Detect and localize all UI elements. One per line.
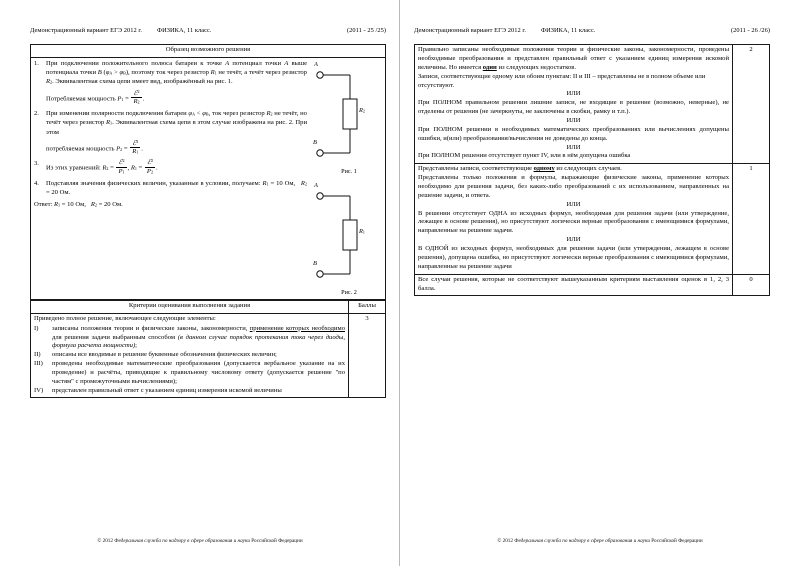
step3-eq2-lhs-sub: 1 xyxy=(134,166,137,172)
criteria-cont-score-2: 2 xyxy=(733,45,770,164)
step1-formula-end: . xyxy=(142,95,145,103)
step2-formula-lhs: P xyxy=(116,145,121,153)
step2-frac-den-sub: 1 xyxy=(136,150,139,156)
criteria-item-iii-marker: III) xyxy=(34,360,43,368)
figure1-resistor-label xyxy=(359,107,365,116)
criteria-item-iv-text: представлен правильный ответ с указанием единиц измерения искомой величины xyxy=(52,386,282,394)
step3-frac1-num-sup: 2 xyxy=(122,158,125,164)
step1-frac-num: ℰ xyxy=(133,89,138,97)
step2-text-a: При изменении полярности подключения батареи xyxy=(46,110,189,118)
cont2-p0-s0: Правильно записаны необходимые положения теории и физические законы, закономерности, проведены необходимые преобразования и представлен правильный ответ с указанием единиц измерения искомой величины. Но имеется xyxy=(418,46,729,71)
step1-text-b: потенциал точки xyxy=(229,59,285,67)
header-variant-right: Демонстрационный вариант ЕГЭ 2012 г. xyxy=(414,27,526,34)
circuit-figure-1 xyxy=(310,61,382,176)
cont2-p0-s1: один xyxy=(482,63,497,71)
solution-steps xyxy=(34,59,307,198)
step2-phi-b-sub: B xyxy=(205,111,209,117)
criteria-header-label: Критерии оценивания выполнения задания xyxy=(31,301,349,314)
step1-text-e: ), поэтому ток через резистор xyxy=(125,69,211,77)
step1-text-f: не течёт, а течёт через резистор xyxy=(216,69,307,77)
step2-text-c: не течёт, но течёт через резистор xyxy=(46,110,307,127)
step1-frac-num-sup: 2 xyxy=(137,88,140,94)
step1-r1-sub: 1 xyxy=(214,70,217,76)
criteria-item-ii xyxy=(34,351,345,360)
figure1-terminal-a-label: A xyxy=(314,60,318,68)
step3-frac2-num-sup: 2 xyxy=(150,158,153,164)
step2-r1: R xyxy=(106,119,111,127)
step1-formula-label: Потребляемая мощность xyxy=(46,95,118,103)
figure2-resistor-letter: R xyxy=(359,228,363,236)
cont1-p0-s1: одному xyxy=(533,165,555,173)
step2-r1-sub: 1 xyxy=(110,121,113,127)
criteria-header-row xyxy=(31,301,386,314)
step1-r2: R xyxy=(46,78,51,86)
cont2-p4-or: ИЛИ xyxy=(566,117,581,124)
footer-copyright-prefix-right: © 2012 xyxy=(497,538,515,544)
step2-fraction xyxy=(130,140,140,155)
step1-frac-den-sub: 2 xyxy=(137,99,140,105)
criteria-continued-table xyxy=(414,44,770,296)
step2-formula-label: потребляемая мощность xyxy=(46,145,117,153)
step1-formula-lhs-sub: 1 xyxy=(121,96,124,102)
step4-res1-val: = 10 Ом, xyxy=(268,179,296,187)
step3-frac1-den-sub: 1 xyxy=(122,169,125,175)
solution-step-3 xyxy=(34,159,307,174)
criteria-item-iii xyxy=(34,360,345,386)
step1-frac-den: R xyxy=(133,97,138,105)
step3-eq2-lhs: R xyxy=(130,164,135,172)
step3-frac2-num: ℰ xyxy=(146,159,151,167)
step2-r2: R xyxy=(266,110,271,118)
criteria-table xyxy=(30,300,386,398)
cont2-p5: При ПОЛНОМ решении в необходимых математических преобразованиях или вычислениях допущены ошибки, и(или) преобразования/вычисления не доведены до конца. xyxy=(418,125,729,142)
criteria-item-i-marker: I) xyxy=(34,324,39,332)
criteria-item-i-text-b: для решения задачи выбранным способом xyxy=(52,333,178,341)
cont2-p6-or: ИЛИ xyxy=(566,143,581,151)
page-footer-left xyxy=(0,538,400,544)
answer-r2: R xyxy=(90,201,95,209)
criteria-item-iv-marker: IV) xyxy=(34,386,44,394)
criteria-cont-content-1 xyxy=(415,164,733,274)
solution-step-4 xyxy=(34,179,307,198)
step2-frac-den: R xyxy=(132,148,137,156)
criteria-cont-row-0 xyxy=(415,274,770,296)
criteria-cont-content-2 xyxy=(415,45,733,164)
cont2-p1: Записи, соответствующие одному или обоим пунктам: II и III – представлены не в полном объеме или отсутствуют. xyxy=(418,72,706,89)
step1-gt: > xyxy=(112,69,120,77)
cont1-p2-or: ИЛИ xyxy=(566,200,581,208)
step3-fraction-2 xyxy=(145,159,155,174)
header-subject: ФИЗИКА, 11 класс. xyxy=(156,27,212,34)
step4-res2-sub: 2 xyxy=(304,181,307,187)
step3-frac2-den: P xyxy=(146,167,151,175)
criteria-item-i-text-c: ; xyxy=(135,342,137,350)
step3-frac1-den: P xyxy=(118,167,123,175)
step4-text-a: Подставляя значения физических величин, указанные в условии, получаем: xyxy=(46,179,263,187)
criteria-row-content xyxy=(31,314,349,398)
step3-eq2-eq: = xyxy=(136,164,144,172)
figure2-terminal-b-label: B xyxy=(313,260,317,268)
answer-r2-sub: 2 xyxy=(94,203,97,209)
header-subject-right: ФИЗИКА, 11 класс. xyxy=(540,27,596,34)
solution-answer xyxy=(34,201,307,210)
circuit-diagram-2-svg xyxy=(310,182,382,290)
page-right xyxy=(400,0,800,566)
criteria-item-ii-marker: II) xyxy=(34,351,41,359)
step4-res1: R xyxy=(262,179,267,187)
criteria-item-i-text-italic: (в данном случае порядок протекания тока через диоды, формула расчета мощности) xyxy=(52,333,345,350)
step3-eq1-lhs: R xyxy=(102,164,107,172)
step3-frac1-num: ℰ xyxy=(118,159,123,167)
step1-formula-eq: = xyxy=(123,95,131,103)
header-variant: Демонстрационный вариант ЕГЭ 2012 г. xyxy=(30,27,142,34)
criteria-cont-row-2 xyxy=(415,45,770,164)
criteria-row-score: 3 xyxy=(349,314,386,398)
step2-frac-num-sup: 2 xyxy=(136,139,139,145)
figure2-caption: Рис. 2 xyxy=(341,289,357,297)
cont2-p0-s2: из следующих недостатков. xyxy=(496,63,577,71)
step2-formula-end: . xyxy=(141,145,143,153)
step1-phi-a-sub: A xyxy=(109,70,113,76)
step3-text-a: Из этих уравнений: xyxy=(46,164,103,172)
step2-text-d: . Эквивалентная схема цепи в этом случае изображена на рис. 2. При этом xyxy=(46,119,307,136)
solution-figures-column xyxy=(310,59,382,298)
step1-var-a2: A xyxy=(284,59,289,67)
solution-text-column xyxy=(34,59,310,298)
footer-copyright-prefix: © 2012 xyxy=(97,538,115,544)
answer-r2-val: = 20 Ом. xyxy=(96,201,123,209)
solution-body-row xyxy=(31,57,386,300)
step3-fraction-1 xyxy=(116,159,126,174)
figure2-resistor-label xyxy=(359,228,365,237)
solution-step-2 xyxy=(34,109,307,155)
step2-formula xyxy=(46,140,307,155)
criteria-item-iii-text: проведены необходимые математические преобразования (допускается вербальное указание на их проведение) и расчёты, приводящие к правильному числовому ответу (допускается решение "по частям" с промежуточными вычислениями); xyxy=(52,360,345,385)
criteria-item-i-text-underline: применение которых необходимо xyxy=(249,324,345,332)
figure2-terminal-a-label: A xyxy=(314,182,318,190)
step2-r2-sub: 2 xyxy=(270,111,273,117)
cont1-p0-s0: Представлены записи, соответствующие xyxy=(418,165,534,173)
solution-title-row xyxy=(31,45,386,58)
step1-phi-b: φ xyxy=(119,69,124,77)
figure2-resistor-sub: 1 xyxy=(362,229,365,235)
step3-eq1-lhs-sub: 2 xyxy=(106,166,109,172)
page-footer-right xyxy=(400,538,800,544)
header-page-number: (2011 - 25 /25) xyxy=(346,27,386,34)
cont2-p7: При ПОЛНОМ решении отсутствует пункт IV, или в нём допущена ошибка xyxy=(418,152,631,160)
answer-r1: R xyxy=(54,201,59,209)
header-page-number-right: (2011 - 26 /26) xyxy=(730,27,770,34)
step1-r1: R xyxy=(210,69,215,77)
solution-step-1 xyxy=(34,59,307,105)
step2-text-b: , ток через резистор xyxy=(208,110,267,118)
criteria-cont-row-1 xyxy=(415,164,770,274)
step1-var-b: B xyxy=(97,69,102,77)
step1-text-c: выше потенциала точки xyxy=(46,59,307,77)
step1-text-a: При подключении положительного полюса батареи к точке xyxy=(46,59,226,67)
step1-text-g: . Эквивалентная схема цепи имеет вид, изображённый на рис. 1. xyxy=(52,78,233,86)
step2-formula-eq: = xyxy=(122,145,130,153)
criteria-item-i xyxy=(34,325,345,351)
solution-body-cell xyxy=(31,57,386,300)
step4-res2: R xyxy=(300,179,305,187)
step2-phi-a: φ xyxy=(188,110,193,118)
criteria-intro: Приведено полное решение, включающее следующие элементы: xyxy=(34,315,216,323)
step1-r2-sub: 2 xyxy=(50,80,53,86)
cont1-p0-s2: из следующих случаев. xyxy=(554,165,622,173)
step3-frac2-den-sub: 2 xyxy=(150,169,153,175)
step2-lt: < xyxy=(195,110,203,118)
circuit-figure-2 xyxy=(310,182,382,297)
cont2-p0 xyxy=(418,46,729,73)
step3-eq1-eq: = xyxy=(108,164,116,172)
page-header-right xyxy=(414,0,770,34)
criteria-row xyxy=(31,314,386,398)
answer-r1-val: = 10 Ом, xyxy=(60,201,86,209)
criteria-item-ii-text: описаны все вводимые в решение буквенные обозначения физических величин; xyxy=(52,351,277,359)
step4-res1-sub: 1 xyxy=(266,181,269,187)
criteria-item-iv xyxy=(34,387,345,396)
step3-eq-end: . xyxy=(156,164,158,172)
cont1-p1: Представлены только положения и формулы, выражающие физические законы, применение которых необходимо для решения задачи, без каких-либо преобразований с их использованием, направленных на решение задачи, и ответа. xyxy=(418,174,729,199)
step3-comma: , xyxy=(127,164,131,172)
footer-copyright-suffix: Российской Федерации xyxy=(249,538,303,544)
criteria-cont-content-0 xyxy=(415,274,733,296)
criteria-header-points: Баллы xyxy=(349,301,386,314)
cont2-p3: При ПОЛНОМ правильном решении лишние записи, не входящие в решение (возможно, неверные), не отделены от решения (не зачеркнуты, не заключены в скобки, рамку и т.п.). xyxy=(418,99,729,116)
step1-formula-lhs: P xyxy=(117,95,122,103)
step4-res2-val: = 20 Ом. xyxy=(46,189,71,197)
step2-frac-num: ℰ xyxy=(132,140,137,148)
footer-copyright-suffix-right: Российской Федерации xyxy=(649,538,703,544)
cont0-p0: Все случаи решения, которые не соответствуют вышеуказанным критериям выставления оценок в 1, 2, 3 балла. xyxy=(418,275,729,292)
cont2-p2-or: ИЛИ xyxy=(566,90,581,98)
answer-r1-sub: 1 xyxy=(58,203,61,209)
cont1-p5: В ОДНОЙ из исходных формул, необходимых для решения задачи (или утверждении, лежащем в основе решения), допущена ошибка, но присутствуют логически верные преобразования с имеющимися формулами, направленные на решение задачи xyxy=(418,244,729,270)
cont1-p0 xyxy=(418,165,729,174)
criteria-items xyxy=(34,325,345,396)
figure1-caption: Рис. 1 xyxy=(341,167,357,175)
step1-var-a: A xyxy=(225,59,230,67)
step1-phi-a: φ xyxy=(105,69,110,77)
figure1-resistor-letter: R xyxy=(359,106,363,114)
criteria-item-i-text-a: записаны положения теории и физические законы, закономерности, xyxy=(52,324,250,332)
criteria-cont-score-1: 1 xyxy=(733,164,770,274)
solution-table xyxy=(30,44,386,300)
figure1-resistor-sub: 2 xyxy=(362,108,365,114)
footer-copyright-body: Федеральная служба по надзору в сфере образования и науки xyxy=(114,538,250,544)
step1-formula xyxy=(46,90,307,105)
step2-phi-b: φ xyxy=(202,110,206,118)
step1-fraction xyxy=(131,90,141,105)
cont1-p4-or: ИЛИ xyxy=(566,236,581,244)
step1-text-d: ( xyxy=(101,69,106,77)
criteria-cont-score-0: 0 xyxy=(733,274,770,296)
circuit-diagram-1-svg xyxy=(310,61,382,169)
solution-title: Образец возможного решения xyxy=(31,45,386,58)
answer-label: Ответ: xyxy=(34,201,55,209)
cont1-p3: В решении отсутствует ОДНА из исходных формул, необходимая для решения задачи (или утверждение, лежащее в основе решения), но присутствуют логически верные преобразования с имеющимися формулами, направленные на решение задачи. xyxy=(418,209,729,235)
footer-copyright-body-right: Федеральная служба по надзору в сфере образования и науки xyxy=(514,538,650,544)
figure1-terminal-b-label: B xyxy=(313,138,317,146)
step1-phi-b-sub: B xyxy=(123,70,126,76)
step2-formula-lhs-sub: 2 xyxy=(120,147,123,153)
page-header-left xyxy=(30,0,386,34)
step2-phi-a-sub: A xyxy=(192,111,196,117)
